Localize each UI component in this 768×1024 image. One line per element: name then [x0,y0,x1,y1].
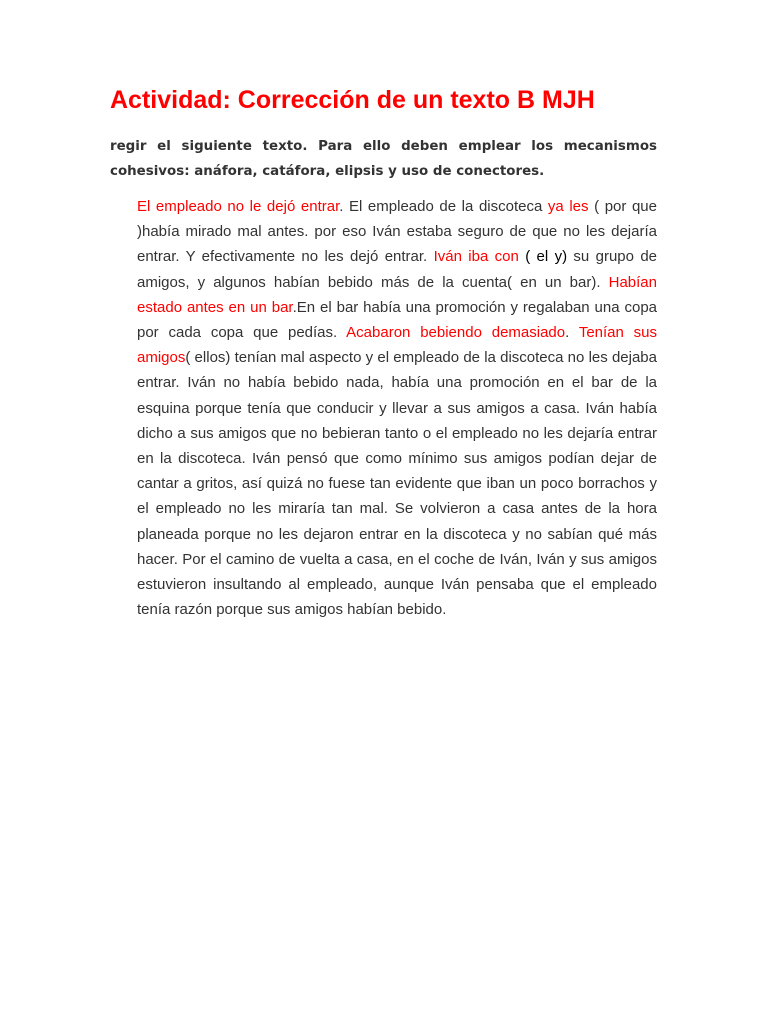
text-segment: su grupo de amigos, y algunos habían bebido más de la cuenta( en un bar). [137,248,658,291]
highlighted-phrase: El empleado no le dejó entrar [137,198,340,215]
inserted-correction: ( el y) [518,248,568,266]
highlighted-phrase: Tenían sus amigos [137,324,657,367]
text-segment: ( ellos) tenían mal aspecto y el empleado de la discoteca no les dejaba entrar. Iván no había bebido nada, había una promoción en el bar de la esquina porque tenía que conducir y llevar a sus amigos a casa. Iván había dicho a sus amigos que no bebieran tanto o el empleado no les dejaría entrar en la discoteca. Iván pensó que como mínimo sus amigos podían dejar de cantar a gritos, así quizá no fuese tan evidente que iban un poco borrachos y el empleado no les miraría tan mal. Se volvieron a casa antes de la hora planeada porque no les dejaron entrar en la discoteca y no sabían qué más hacer. Por el camino de vuelta a casa, en el coche de Iván, Iván y sus amigos estuvieron insultando al empleado, aunque Iván pensaba que el empleado tenía razón porque sus amigos habían bebido. [137,349,657,619]
page-title: Actividad: Corrección de un texto B MJH [110,86,595,114]
highlighted-phrase: Acabaron bebiendo demasiado [346,324,566,342]
highlighted-phrase: Iván iba con [433,248,519,266]
highlighted-phrase: ya les [547,198,589,215]
text-segment: . El empleado de la discoteca [339,198,548,215]
text-segment: . [565,324,579,342]
text-segment: ( por que )había mirado mal antes. por eso Iván estaba seguro de que no les dejaría entrar. Y efectivamente no les dejó entrar. [137,198,657,266]
story-paragraph [137,194,657,622]
text-segment: .En el bar había una promoción y regalaban una copa por cada copa que pedías. [137,298,657,342]
highlighted-phrase: Habían estado antes en un bar [137,273,657,316]
instructions-paragraph: regir el siguiente texto. Para ello deben emplear los mecanismos cohesivos: anáfora, catáfora, elipsis y uso de conectores. [110,139,657,179]
